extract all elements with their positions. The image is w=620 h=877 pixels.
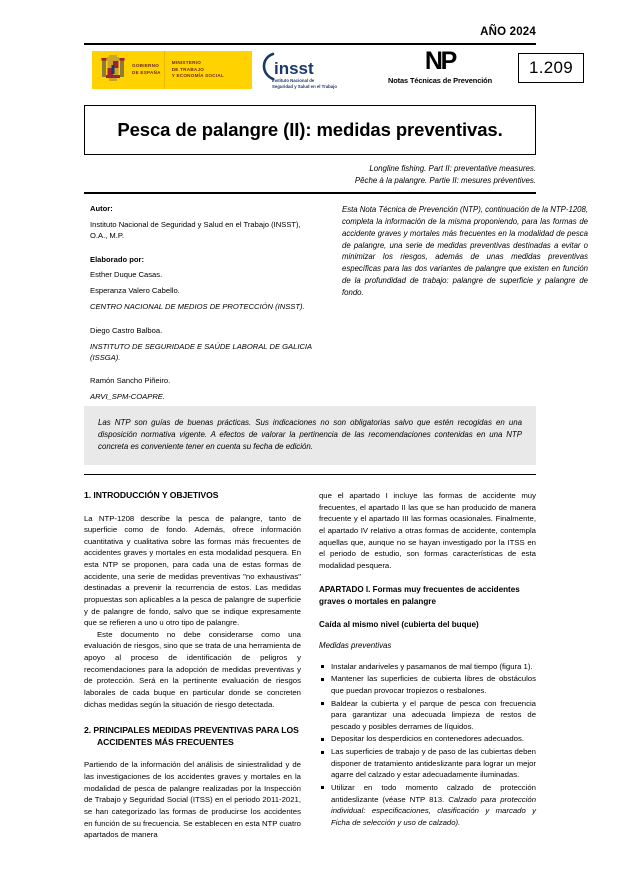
spacer xyxy=(90,318,312,326)
title-translations xyxy=(84,163,536,187)
header-top-rule xyxy=(84,43,536,45)
contributor-org-3: ARVI_SPM-COAPRE. xyxy=(90,392,165,402)
section-2-continuation: que el apartado I incluye las formas de accidente muy frecuentes, el apartado II las que se han producido de manera frecuente y el apartado III las formas ocasionales. Finalmente, el apartado IV relativo a otras formas de accidente, contempla aquellas que, aunque no se hayan investigado por la ITSS en el periodo de estudio, son formas características de esta modalidad pesquera. xyxy=(319,491,536,570)
contributor-4: Ramón Sancho Piñeiro. xyxy=(90,376,171,386)
ntp-logo-block xyxy=(370,47,510,85)
list-item xyxy=(319,673,536,696)
heading-section-1: 1. INTRODUCCIÓN Y OBJETIVOS xyxy=(84,490,219,500)
heading-apartado-1: APARTADO I. Formas muy frecuentes de accidentes graves o mortales en palangre xyxy=(319,585,520,606)
abstract-text: Esta Nota Técnica de Prevención (NTP), continuación de la NTP-1208, completa la información de la misma proponiendo, para las formas de accidente graves y mortales más frecuentes en la modalidad de pesca de palangre, una serie de medidas preventivas destinadas a evitar o minimizar los riesgos, además de unas medidas preventivas específicas para las dos variantes de palangre que existen en función de la profundidad de trabajo: palangre de superficie y palangre de fondo. xyxy=(342,205,588,297)
author-org-line-2: (INSST), O.A., M.P. xyxy=(90,219,301,240)
list-item xyxy=(319,698,536,733)
title-box xyxy=(84,105,536,155)
list-item-text: Utilizar en todo momento calzado de protección antideslizante (véase NTP 813. xyxy=(331,782,536,804)
contributor-org-1: CENTRO NACIONAL DE MEDIOS DE PROTECCIÓN (INSST). xyxy=(90,302,305,312)
disclaimer-box xyxy=(84,406,536,465)
list-item xyxy=(319,782,536,829)
list-item-text: Depositar los desperdicios en contenedores adecuados. xyxy=(331,734,525,744)
title-french: Pêche à la palangre. Partie II: mesures préventives. xyxy=(354,175,536,185)
contributor-1: Esther Duque Casas. xyxy=(90,270,163,280)
preventive-measures-list xyxy=(319,661,536,829)
section-1-paragraph-1: La NTP-1208 describe la pesca de palangre, tanto de superficie como de fondo. Además, ofrece información cuantitativa y cualitativa sobre las formas más frecuentes de accidentes graves y mortales en esta modalidad pesquera. En esta NTP se proponen, para cada una de estas formas de accidente, una serie de medidas preventivas "no exhaustivas" destinadas a prevenir la recurrencia de estos. Las medidas propuestas son aplicables a la pesca de palangre de superficie y de palangre de fondo, salvo que se indique expresamente que se refieren a uno u otro tipo de palangre. xyxy=(84,513,301,628)
contributor-2: Esperanza Valero Cabello. xyxy=(90,286,180,296)
gobierno-label: GOBIERNO DE ESPAÑA xyxy=(132,63,161,75)
spacer xyxy=(90,247,312,255)
page-title: Pesca de palangre (II): medidas preventivas. xyxy=(117,119,503,140)
subtitle-rule xyxy=(84,192,536,194)
banner-divider xyxy=(164,51,165,89)
label-medidas-preventivas: Medidas preventivas xyxy=(319,640,392,650)
list-item-italic-tail: Calzado para protección individual: especificaciones, clasificación y marcado y Ficha de selección y uso de calzado). xyxy=(331,794,536,827)
title-english: Longline fishing. Part II: preventative measures. xyxy=(369,164,536,173)
insst-subtitle: Instituto Nacional de Seguridad y Salud en el Trabajo xyxy=(272,78,337,90)
year-label: AÑO 2024 xyxy=(480,26,536,38)
elaborated-by-label: Elaborado por: xyxy=(90,254,145,264)
list-item-text: Las superficies de trabajo y de paso de las cubiertas deben disponer de tratamiento antideslizante para lograr un mejor agarre del calzado y estar adecuadamente iluminadas. xyxy=(331,747,536,780)
ntp-number-box: 1.209 xyxy=(518,53,584,83)
authorship-block xyxy=(90,204,312,408)
spain-coat-of-arms-icon xyxy=(100,54,126,86)
contributor-org-2: INSTITUTO DE SEGURIDADE E SAÚDE LABORAL DE GALICIA (ISSGA). xyxy=(90,341,312,362)
author-label: Autor: xyxy=(90,204,113,213)
list-item xyxy=(319,661,536,673)
body-column-left xyxy=(84,490,301,841)
author-org-line-1: Instituto Nacional de Seguridad y Salud en el Trabajo xyxy=(90,219,269,229)
heading-caida-mismo-nivel: Caída al mismo nivel (cubierta del buque) xyxy=(319,619,479,629)
disclaimer-text: Las NTP son guías de buenas prácticas. Sus indicaciones no son obligatorias salvo que estén recogidas en una disposición normativa vigente. A efectos de valorar la pertinencia de las recomendaciones contenidas en una NTP concreta es conveniente tener en cuenta su fecha de edición. xyxy=(98,418,522,452)
ntp-caption: Notas Técnicas de Prevención xyxy=(388,76,492,85)
list-item-text: Baldear la cubierta y el parque de pesca con frecuencia para garantizar una adecuada limpieza de restos de pescado y posibles derrames de líquidos. xyxy=(331,698,536,731)
body-column-right xyxy=(319,490,536,829)
list-item xyxy=(319,746,536,781)
list-item-text: Instalar andariveles y pasamanos de mal tiempo (figura 1). xyxy=(331,661,533,671)
gobierno-de-espana-banner xyxy=(92,51,252,89)
list-item-text: Mantener las superficies de cubierta libres de obstáculos que puedan provocar tropiezos o resbalones. xyxy=(331,674,536,695)
svg-text:insst: insst xyxy=(274,59,314,78)
section-1-paragraph-2: Este documento no debe considerarse como una evaluación de riesgos, sino que se trata de una herramienta de apoyo al proceso de identificación de peligros y recomendaciones para la adopción de medidas preventivas y de protección. Será en la pertinente evaluación de riesgos laborales de cada buque en particular donde se concreten dichas medidas según la situación de riesgo detectada. xyxy=(84,629,301,709)
ntp-wordmark: NP xyxy=(424,47,456,75)
contributor-3: Diego Castro Balboa. xyxy=(90,325,163,335)
ministerio-label: MINISTERIO DE TRABAJO Y ECONOMÍA SOCIAL xyxy=(171,60,224,79)
list-item xyxy=(319,733,536,745)
abstract-block xyxy=(342,204,588,299)
heading-section-2: 2. PRINCIPALES MEDIDAS PREVENTIVAS PARA LOS ACCIDENTES MÁS FRECUENTES xyxy=(84,725,299,747)
spacer xyxy=(90,368,312,376)
body-separator-rule xyxy=(84,474,536,475)
section-2-paragraph-1: Partiendo de la información del análisis de siniestralidad y de las investigaciones de los accidentes graves y mortales en la modalidad de pesca de palangre realizadas por la Inspección de Trabajo y Seguridad Social (ITSS) en el periodo 2011-2021, se han categorizado las formas de producirse los accidentes en función de su frecuencia. Se establecen en esta NTP cuatro apartados de manera xyxy=(84,760,301,840)
author-organization xyxy=(90,220,312,242)
